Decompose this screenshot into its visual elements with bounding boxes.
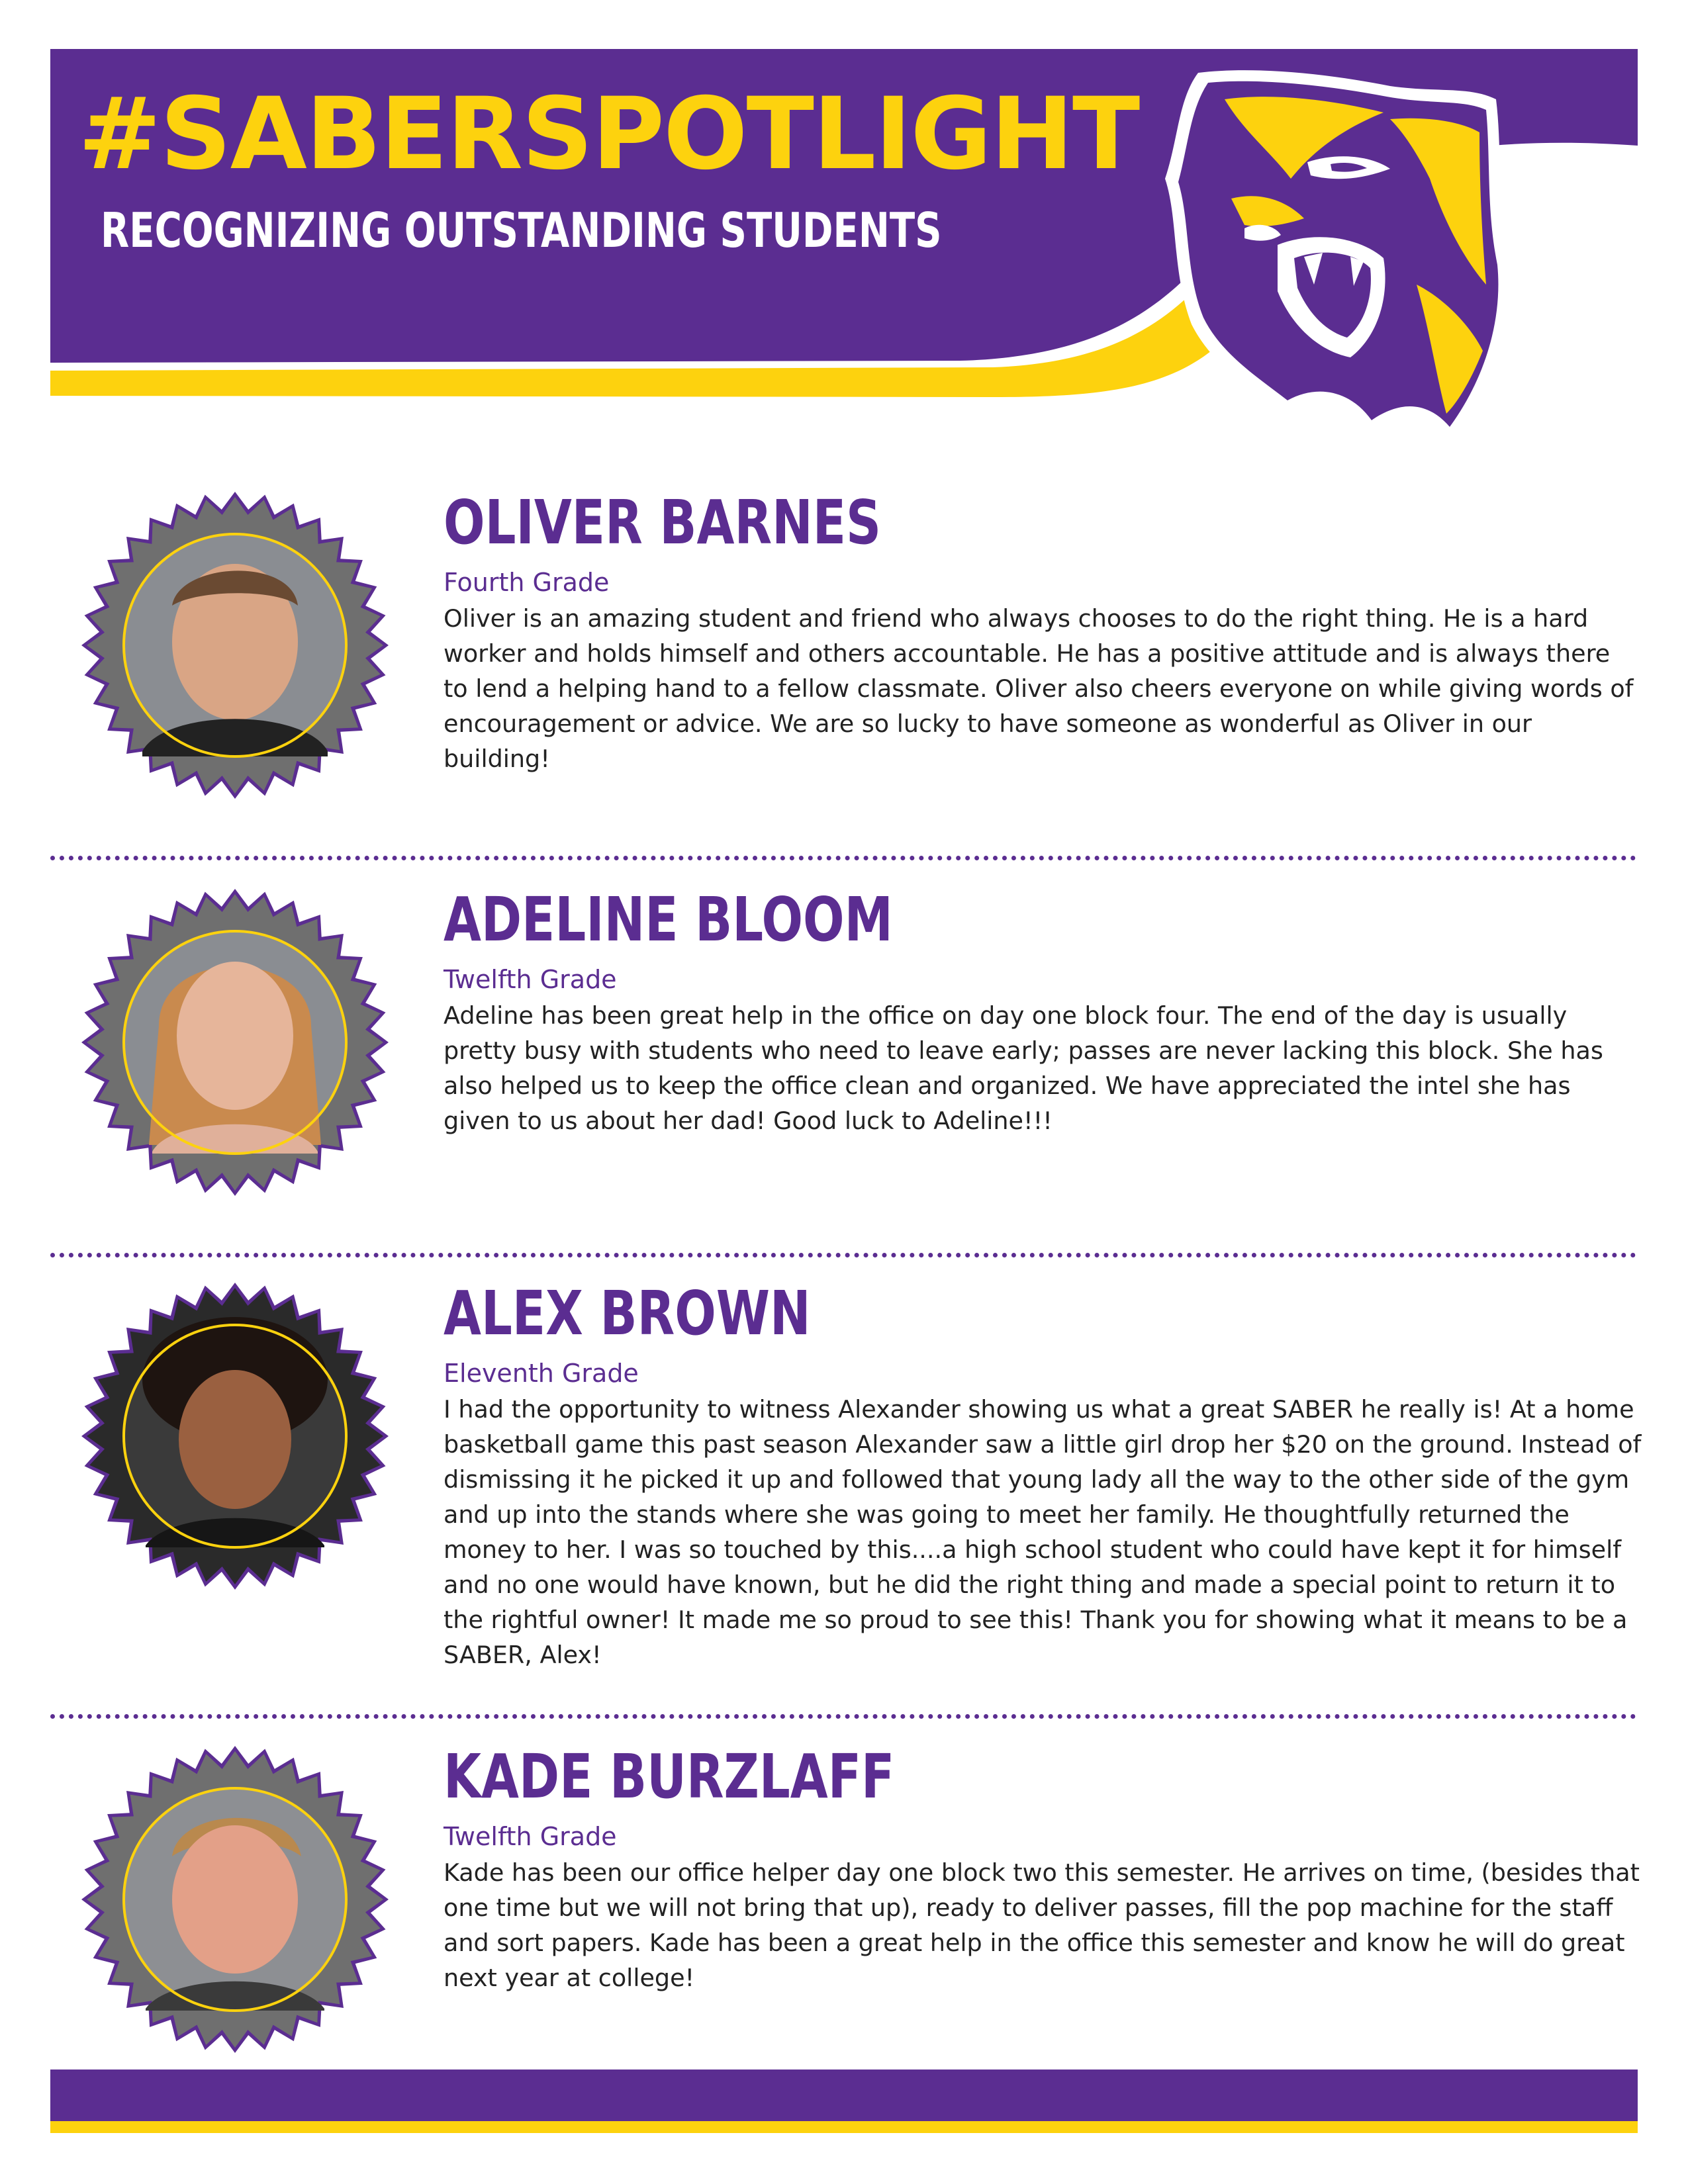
student-bio: Kade has been our office helper day one block two this semester. He arrives on time, (besides that one time but we will not bring that up), ready to deliver passes, fill the pop machine for the staff and sort papers. Kade has been a great help in the office this semester and know he will do great next year at college! [444, 1858, 1640, 1992]
student-grade: Twelfth Grade [444, 965, 617, 994]
page-subtitle: RECOGNIZING OUTSTANDING STUDENTS [101, 203, 942, 258]
section-divider [50, 856, 1636, 860]
footer-bar [50, 2070, 1638, 2121]
profile-card [0, 1274, 1688, 1698]
student-name: ADELINE BLOOM [444, 884, 893, 955]
section-divider [50, 1714, 1636, 1719]
student-bio: Oliver is an amazing student and friend who always chooses to do the right thing. He is a hard worker and holds himself and others accountable. He has a positive attitude and is always there to lend a helping hand to a fellow classmate. Oliver also cheers everyone on while giving words of encouragement or advice. We are so lucky to have someone as wonderful as Oliver in our building! [444, 604, 1634, 773]
header-banner [0, 0, 1688, 477]
student-photo [179, 1370, 291, 1509]
student-name: OLIVER BARNES [444, 487, 881, 558]
student-photo-badge [79, 887, 391, 1198]
student-bio: I had the opportunity to witness Alexander showing us what a great SABER he really is! At a home basketball game this past season Alexander saw a little girl drop her $20 on the ground. Instead of dismissing it he picked it up and followed that young lady all the way to the other side of the gym and up into the stands where she was going to meet her family. He thoughtfully returned the money to her. I was so touched by this....a high school student who could have kept it for himself and no one would have known, but he did the right thing and made a special point to return it to the rightful owner! It made me so proud to see this! Thank you for showing what it means to be a SABER, Alex! [444, 1394, 1642, 1669]
page-title: #SABERSPOTLIGHT [78, 77, 1139, 192]
profile-card [0, 880, 1688, 1224]
student-grade: Twelfth Grade [444, 1822, 617, 1851]
profile-card [0, 483, 1688, 827]
student-photo-badge [79, 490, 391, 801]
footer-gold-stripe [50, 2121, 1638, 2133]
student-photo-badge [79, 1281, 391, 1592]
profile-card [0, 1737, 1688, 2062]
student-photo [172, 1825, 298, 1974]
student-bio: Adeline has been great help in the office on day one block four. The end of the day is usually pretty busy with students who need to leave early; passes are never lacking this block. She has also helped us to keep the office clean and organized. We have appreciated the intel she has given to us about her dad! Good luck to Adeline!!! [444, 1001, 1603, 1135]
student-photo-badge [79, 1744, 391, 2055]
student-grade: Eleventh Grade [444, 1359, 639, 1388]
student-name: KADE BURZLAFF [444, 1741, 895, 1812]
section-divider [50, 1253, 1636, 1257]
tiger-mascot-icon [1152, 46, 1523, 457]
student-grade: Fourth Grade [444, 568, 610, 597]
student-name: ALEX BROWN [444, 1278, 811, 1349]
student-photo [177, 962, 293, 1110]
